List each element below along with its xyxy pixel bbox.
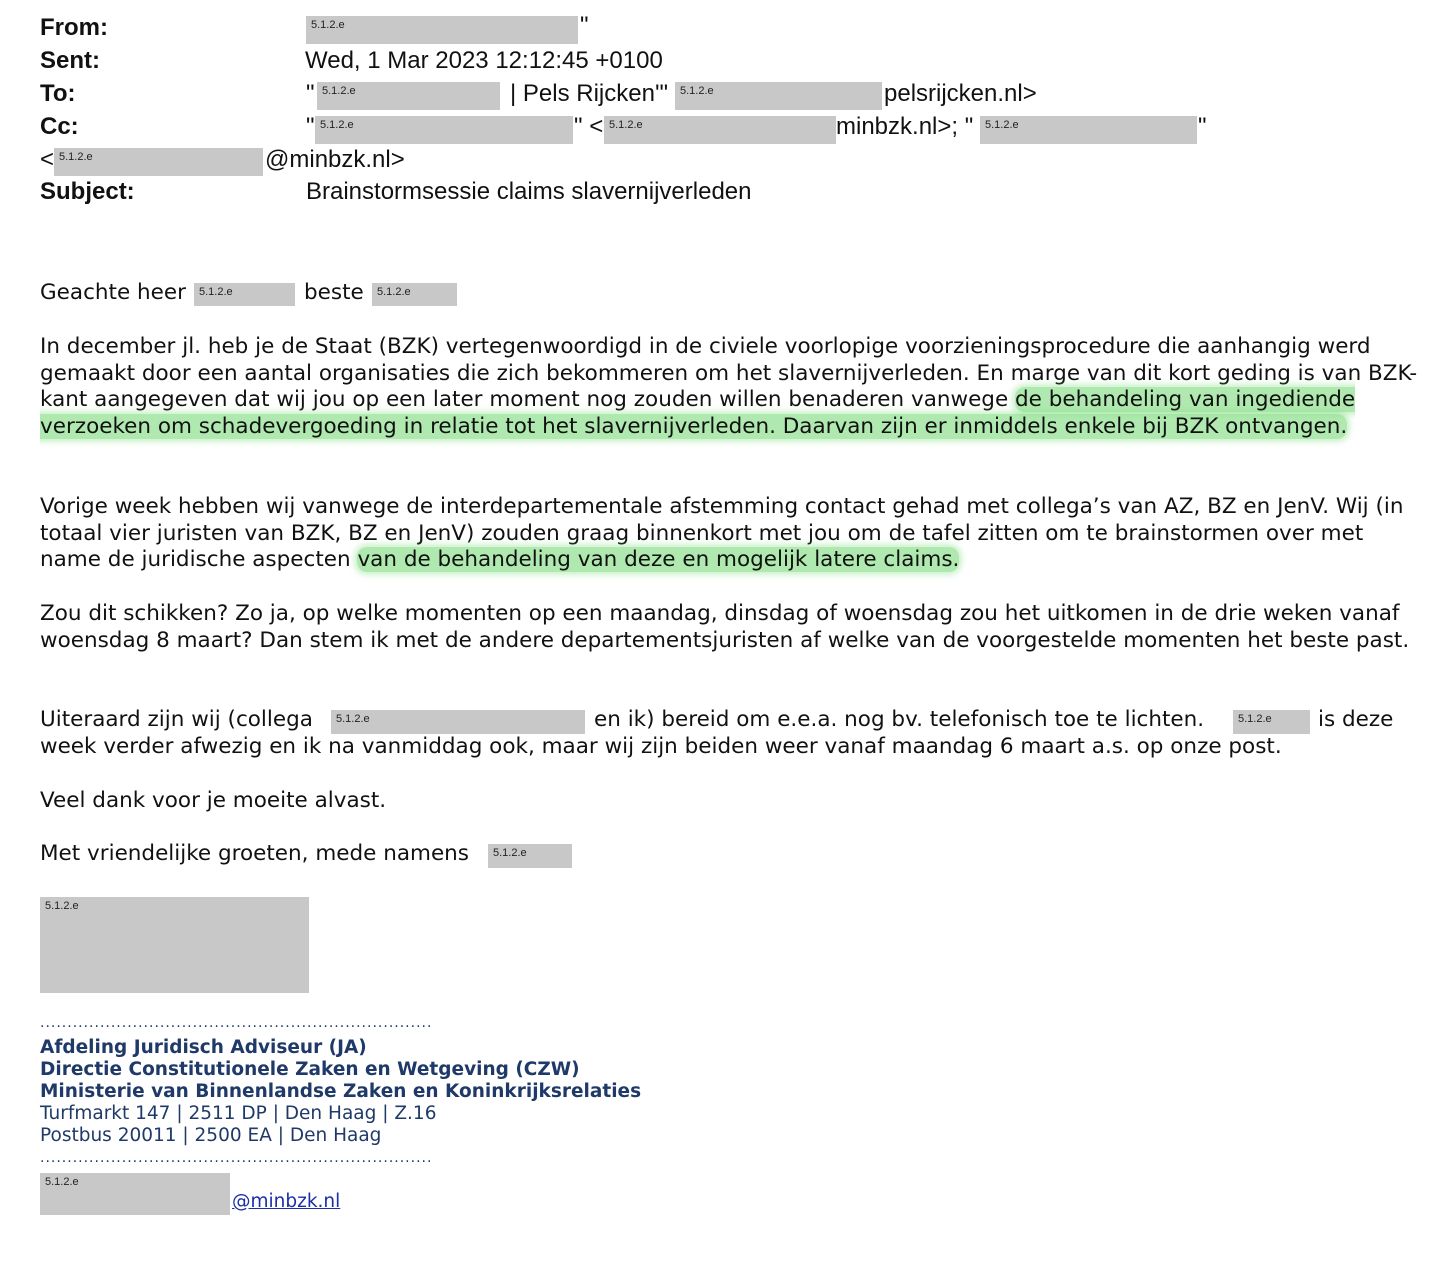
greeting-beste: beste bbox=[304, 280, 364, 305]
signature-address: Turfmarkt 147 | 2511 DP | Den Haag | Z.16 bbox=[40, 1103, 437, 1124]
highlighted-text: de behandeling van ingediende verzoeken om schadevergoeding in relatie tot het slavernijverleden. Daarvan zijn er inmiddels enkele bij BZK ontvangen. bbox=[40, 387, 1356, 439]
signature-postbox: Postbus 20011 | 2500 EA | Den Haag bbox=[40, 1125, 382, 1146]
cc-label: Cc: bbox=[40, 113, 79, 140]
paragraph-1 bbox=[40, 334, 1420, 440]
signature-email-redaction: 5.1.2.e bbox=[40, 1173, 230, 1215]
signature-divider-top: ........................................................................ bbox=[40, 1015, 433, 1031]
cc-domain: minbzk.nl>; " bbox=[836, 113, 974, 140]
redaction-box: 5.1.2.e bbox=[980, 116, 1197, 144]
redaction-box: 5.1.2.e bbox=[306, 16, 578, 44]
subject-value: Brainstormsessie claims slavernijverleden bbox=[306, 178, 752, 205]
paragraph-4-start: Uiteraard zijn wij (collega bbox=[40, 707, 313, 732]
highlighted-text: van de behandeling van deze en mogelijk latere claims. bbox=[357, 547, 960, 572]
redaction-box: 5.1.2.e bbox=[488, 844, 572, 868]
redaction-box: 5.1.2.e bbox=[317, 82, 500, 110]
to-quote-open: " bbox=[306, 80, 315, 107]
redaction-box: 5.1.2.e bbox=[315, 116, 573, 144]
redaction-box: 5.1.2.e bbox=[1233, 710, 1310, 734]
signature-directorate: Directie Constitutionele Zaken en Wetgeving (CZW) bbox=[40, 1059, 580, 1080]
greeting-text: Geachte heer bbox=[40, 280, 186, 305]
from-quote: " bbox=[580, 12, 589, 39]
paragraph-4-mid: en ik) bereid om e.e.a. nog bv. telefonisch toe te lichten. bbox=[594, 707, 1205, 732]
paragraph-4-line2: week verder afwezig en ik na vanmiddag ook, maar wij zijn beiden weer vanaf maandag 6 maart a.s. op onze post. bbox=[40, 734, 1282, 759]
subject-label: Subject: bbox=[40, 178, 135, 205]
sent-value: Wed, 1 Mar 2023 12:12:45 +0100 bbox=[305, 47, 663, 74]
redaction-box: 5.1.2.e bbox=[372, 283, 457, 306]
paragraph-1-text: In december jl. heb je de Staat (BZK) vertegenwoordigd in de civiele voorlopige voorzieningsprocedure die aanhangig werd gemaakt door een aantal organisaties die zich bekommeren om het slavernijverleden. En marge van dit kort geding is van BZK-kant aangegeven dat wij jou op een later moment nog zouden willen benaderen vanwege bbox=[40, 334, 1418, 412]
cc-line2-domain: @minbzk.nl> bbox=[265, 146, 405, 173]
paragraph-2 bbox=[40, 494, 1420, 574]
to-domain: pelsrijcken.nl> bbox=[884, 80, 1037, 107]
cc-quote-open: " bbox=[306, 113, 315, 140]
paragraph-4-end: is deze bbox=[1318, 707, 1394, 732]
cc-line2-open: < bbox=[40, 146, 55, 173]
cc-quote-close: " bbox=[1198, 113, 1207, 140]
to-label: To: bbox=[40, 80, 76, 107]
redaction-box: 5.1.2.e bbox=[604, 116, 836, 144]
paragraph-2-text: Vorige week hebben wij vanwege de interdepartementale afstemming contact gehad met collega’s van AZ, BZ en JenV. Wij (in totaal vier juristen van BZK, BZ en JenV) zouden graag binnenkort met jou om de tafel zitten om te brainstormen over met name de juridische aspecten bbox=[40, 494, 1404, 572]
redaction-box: 5.1.2.e bbox=[194, 283, 295, 306]
cc-bracket: " < bbox=[574, 113, 604, 140]
redaction-box: 5.1.2.e bbox=[54, 148, 263, 176]
paragraph-3: Zou dit schikken? Zo ja, op welke momenten op een maandag, dinsdag of woensdag zou het uitkomen in de drie weken vanaf woensdag 8 maart? Dan stem ik met de andere departementsjuristen af welke van de voorgestelde momenten het beste past. bbox=[40, 601, 1410, 653]
to-firm: | Pels Rijcken'" bbox=[510, 80, 669, 107]
closing-line: Met vriendelijke groeten, mede namens bbox=[40, 841, 470, 866]
from-label: From: bbox=[40, 14, 108, 41]
redaction-box: 5.1.2.e bbox=[331, 710, 585, 734]
signature-ministry: Ministerie van Binnenlandse Zaken en Koninkrijksrelaties bbox=[40, 1081, 642, 1102]
signature-divider-bottom: ........................................................................ bbox=[40, 1150, 433, 1166]
signature-department: Afdeling Juridisch Adviseur (JA) bbox=[40, 1037, 367, 1058]
email-link[interactable]: @minbzk.nl bbox=[232, 1191, 341, 1212]
redaction-box: 5.1.2.e bbox=[675, 82, 882, 110]
signature-name-redaction: 5.1.2.e bbox=[40, 897, 309, 993]
paragraph-5: Veel dank voor je moeite alvast. bbox=[40, 788, 387, 813]
sent-label: Sent: bbox=[40, 47, 100, 74]
